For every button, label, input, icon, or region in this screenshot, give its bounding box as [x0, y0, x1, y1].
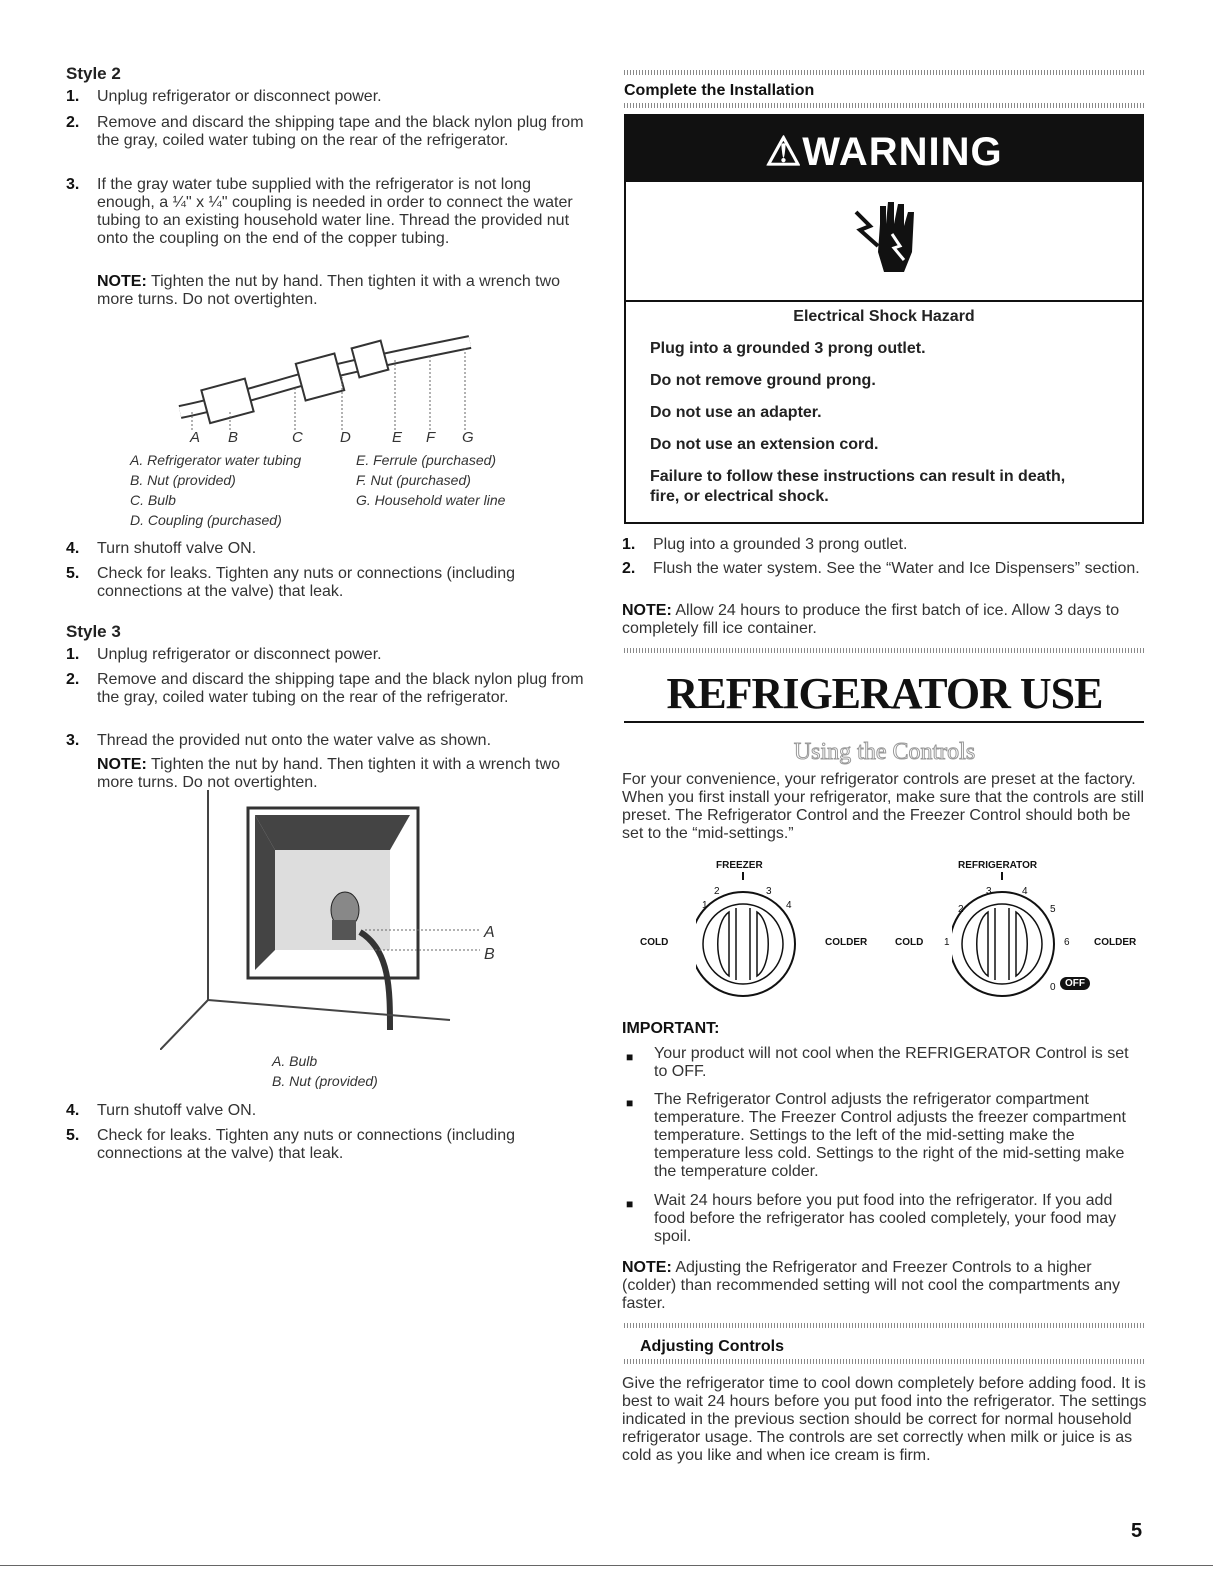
fridge-num-4: 4: [1022, 886, 1028, 897]
title-rule: [624, 721, 1144, 723]
divider: [624, 648, 1144, 653]
warning-line-6: fire, or electrical shock.: [650, 488, 829, 505]
nut-f: [352, 341, 389, 378]
divider: [624, 1323, 1144, 1328]
fridge-cold-label: COLD: [895, 937, 924, 948]
style3-note: NOTE: Tighten the nut by hand. Then tighten it with a wrench two more turns. Do not overtighten.: [97, 756, 561, 791]
caption-f: F. Nut (purchased): [356, 472, 471, 488]
freezer-num-2: 2: [714, 886, 720, 897]
tubing-coupling-diagram: [170, 312, 490, 432]
valve-letter-b: B: [484, 946, 495, 963]
warning-divider: [626, 300, 1142, 302]
bullet-icon: ■: [626, 1096, 634, 1110]
style3-heading: Style 3: [66, 622, 121, 641]
caption-e: E. Ferrule (purchased): [356, 452, 497, 468]
fridge-num-5: 5: [1050, 904, 1056, 915]
section-title: REFRIGERATOR USE: [666, 669, 1103, 718]
divider: [624, 103, 1144, 108]
divider: [624, 1359, 1144, 1364]
diagram-letter-g: G: [462, 429, 474, 446]
important-label: IMPORTANT:: [622, 1020, 720, 1037]
ice-note: NOTE: Allow 24 hours to produce the first batch of ice. Allow 3 days to completely fill ice container.: [622, 602, 1120, 637]
page-number: 5: [1131, 1520, 1143, 1542]
valve-caption-a: A. Bulb: [272, 1053, 318, 1069]
warning-box: [624, 114, 1144, 524]
important-bullet-1: Your product will not cool when the REFRIGERATOR Control is set to OFF.: [654, 1045, 1129, 1080]
diagram-letter-b: B: [228, 429, 239, 446]
warning-line-2: Do not remove ground prong.: [650, 372, 876, 389]
controls-intro: For your convenience, your refrigerator controls are preset at the factory. When you first install your refrigerator, make sure that the controls are still preset. The Refrigerator Control and the Freezer Control should both be set to the “mid-settings.”: [622, 771, 1144, 842]
freezer-num-4: 4: [786, 900, 792, 911]
subsection-title: Using the Controls: [793, 739, 976, 765]
diagram-letter-d: D: [340, 429, 351, 446]
caption-b: B. Nut (provided): [130, 472, 236, 488]
bullet-icon: ■: [626, 1050, 634, 1064]
freezer-num-1: 1: [702, 900, 708, 911]
water-valve-diagram: [160, 790, 500, 1050]
adjusting-controls-text: Give the refrigerator time to cool down completely before adding food. It is best to wait 24 hours before you put food into the refrigerator. The settings indicated in the previous section should be correct for normal household refrigerator usage. The controls are set correctly when milk or juice is as cold as you like and when ice cream is firm.: [622, 1375, 1147, 1464]
diagram-letter-e: E: [392, 429, 403, 446]
warning-line-4: Do not use an extension cord.: [650, 436, 879, 453]
valve-caption-b: B. Nut (provided): [272, 1073, 378, 1089]
warning-banner: ⚠WARNING: [626, 116, 1142, 182]
fridge-num-3: 3: [986, 886, 992, 897]
diagram-letter-c: C: [292, 429, 303, 446]
fridge-num-6: 6: [1064, 937, 1070, 948]
freezer-num-3: 3: [766, 886, 772, 897]
shock-hazard-icon: [848, 194, 928, 294]
caption-d: D. Coupling (purchased): [130, 512, 282, 528]
divider: [624, 70, 1144, 75]
warning-hazard: Electrical Shock Hazard: [793, 308, 975, 325]
warning-line-3: Do not use an adapter.: [650, 404, 822, 421]
freezer-dial[interactable]: [696, 872, 806, 1012]
fridge-dial-title: REFRIGERATOR: [958, 860, 1038, 871]
caption-a: A. Refrigerator water tubing: [130, 452, 302, 468]
warning-line-5: Failure to follow these instructions can result in death,: [650, 468, 1066, 485]
diagram-letter-f: F: [426, 429, 436, 446]
important-bullet-2: The Refrigerator Control adjusts the refrigerator compartment temperature. The Freezer Control adjusts the freezer compartment temperature. Settings to the left of the mid-setting make the temperature less cold. Settings to the right of the mid-setting make the temperature colder.: [654, 1091, 1126, 1180]
style2-heading: Style 2: [66, 64, 121, 83]
caption-c: C. Bulb: [130, 492, 176, 508]
warning-triangle-icon: ⚠: [765, 130, 803, 174]
diagram-letter-a: A: [190, 429, 201, 446]
fridge-num-0: 0: [1050, 982, 1056, 993]
bullet-icon: ■: [626, 1197, 634, 1211]
colder-note: NOTE: Adjusting the Refrigerator and Freezer Controls to a higher (colder) than recommended setting will not cool the compartments any faster.: [622, 1259, 1121, 1312]
refrigerator-dial[interactable]: [952, 872, 1062, 1012]
fridge-num-2: 2: [958, 904, 964, 915]
warning-line-1: Plug into a grounded 3 prong outlet.: [650, 340, 926, 357]
bottom-edge: [0, 1565, 1213, 1566]
style2-note: NOTE: Tighten the nut by hand. Then tighten it with a wrench two more turns. Do not overtighten.: [97, 273, 561, 308]
coupling-d: [296, 353, 344, 400]
fridge-num-1: 1: [944, 937, 950, 948]
adjusting-controls-heading: Adjusting Controls: [640, 1338, 784, 1355]
freezer-dial-title: FREEZER: [716, 860, 763, 871]
important-bullet-3: Wait 24 hours before you put food into the refrigerator. If you add food before the refrigerator has cooled completely, your food may spoil.: [654, 1192, 1117, 1245]
freezer-cold-label: COLD: [640, 937, 669, 948]
nut-b: [201, 379, 253, 423]
valve-letter-a: A: [484, 924, 495, 941]
fridge-off-badge: OFF: [1060, 977, 1090, 990]
freezer-colder-label: COLDER: [825, 937, 868, 948]
caption-g: G. Household water line: [356, 492, 506, 508]
complete-installation-heading: Complete the Installation: [624, 82, 815, 99]
fridge-colder-label: COLDER: [1094, 937, 1137, 948]
